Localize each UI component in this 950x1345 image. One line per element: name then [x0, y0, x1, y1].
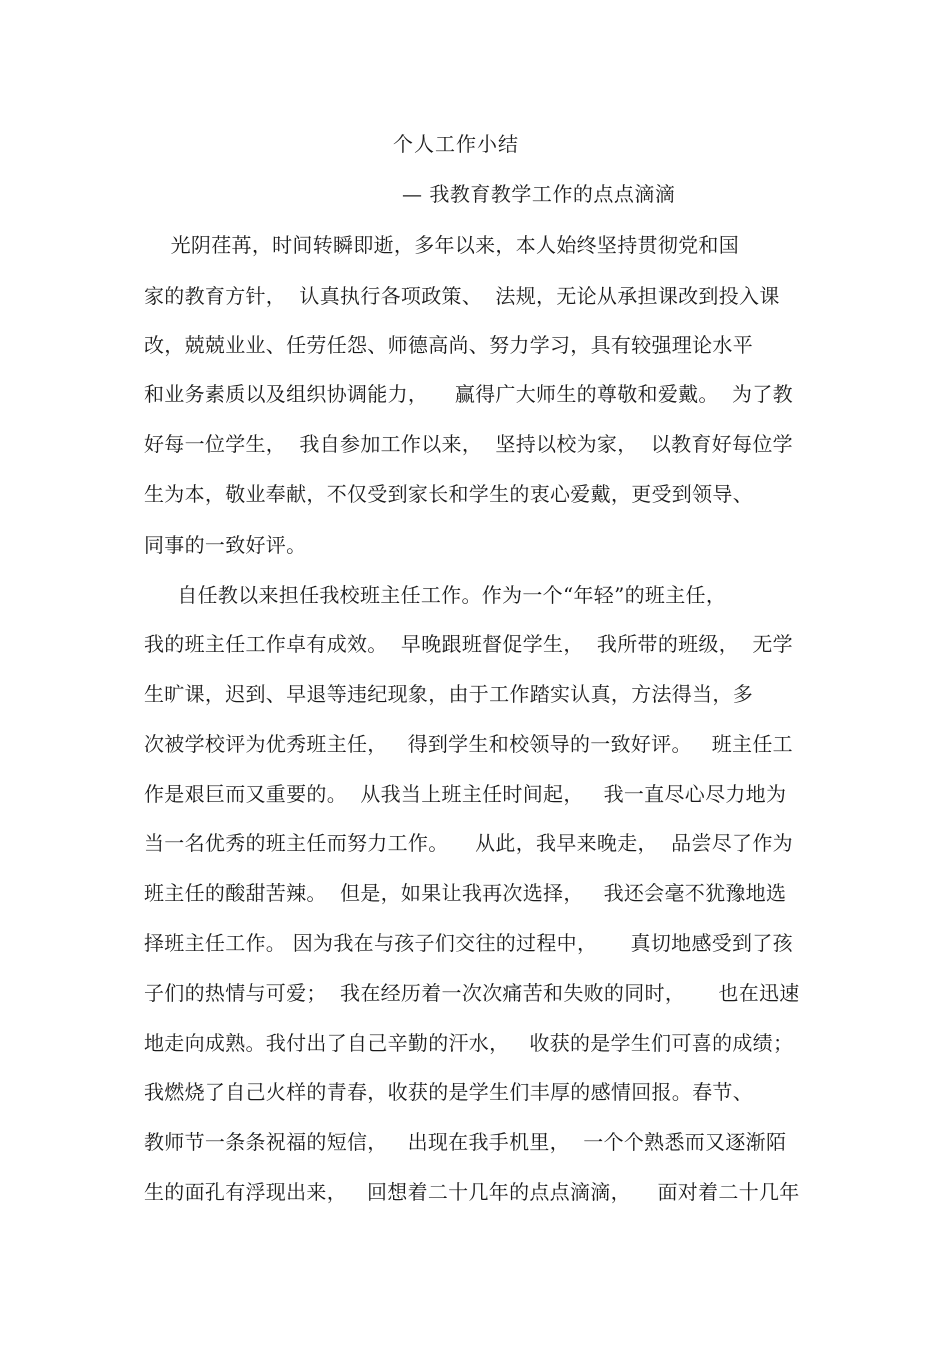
paragraph-line: 改，兢兢业业、任劳任怨、师德高尚、努力学习，具有较强理论水平 — [144, 333, 753, 357]
paragraph-line: 次被学校评为优秀班主任， 得到学生和校领导的一致好评。 班主任工 — [144, 732, 793, 756]
paragraph-line: 子们的热情与可爱； 我在经历着一次次痛苦和失败的同时， 也在迅速 — [144, 981, 800, 1005]
paragraph-line: 好每一位学生， 我自参加工作以来， 坚持以校为家， 以教育好每位学 — [144, 432, 793, 456]
paragraph-line: 当一名优秀的班主任而努力工作。 从此，我早来晚走， 品尝尽了作为 — [144, 831, 793, 855]
paragraph-line: 生为本，敬业奉献，不仅受到家长和学生的衷心爱戴，更受到领导、 — [144, 482, 753, 506]
paragraph-line: 教师节一条条祝福的短信， 出现在我手机里， 一个个熟悉而又逐渐陌 — [144, 1130, 787, 1154]
paragraph-line: 同事的一致好评。 — [144, 533, 307, 557]
paragraph-line: 生的面孔有浮现出来， 回想着二十几年的点点滴滴， 面对着二十几年 — [144, 1180, 800, 1204]
paragraph-line: 家的教育方针， 认真执行各项政策、 法规，无论从承担课改到投入课 — [144, 284, 780, 308]
paragraph-line: 自任教以来担任我校班主任工作。作为一个“年轻”的班主任， — [144, 583, 727, 607]
paragraph-line: 作是艰巨而又重要的。 从我当上班主任时间起， 我一直尽心尽力地为 — [144, 782, 787, 806]
paragraph-line: 生旷课，迟到、早退等违纪现象，由于工作踏实认真，方法得当，多 — [144, 682, 753, 706]
paragraph-line: 地走向成熟。我付出了自己辛勤的汗水， 收获的是学生们可喜的成绩； — [144, 1031, 794, 1055]
paragraph-line: 我的班主任工作卓有成效。 早晚跟班督促学生， 我所带的班级， 无学 — [144, 632, 793, 656]
paragraph-line: 和业务素质以及组织协调能力， 赢得广大师生的尊敬和爱戴。 为了教 — [144, 382, 793, 406]
document-subtitle: — 我教育教学工作的点点滴滴 — [402, 182, 676, 206]
paragraph-line: 我燃烧了自己火样的青春，收获的是学生们丰厚的感情回报。春节、 — [144, 1080, 753, 1104]
document-title: 个人工作小结 — [393, 132, 519, 156]
paragraph-line: 光阴荏苒，时间转瞬即逝，多年以来，本人始终坚持贯彻党和国 — [144, 233, 740, 257]
paragraph-line: 班主任的酸甜苦辣。 但是，如果让我再次选择， 我还会毫不犹豫地选 — [144, 881, 787, 905]
paragraph-line: 择班主任工作。 因为我在与孩子们交往的过程中， 真切地感受到了孩 — [144, 931, 793, 955]
